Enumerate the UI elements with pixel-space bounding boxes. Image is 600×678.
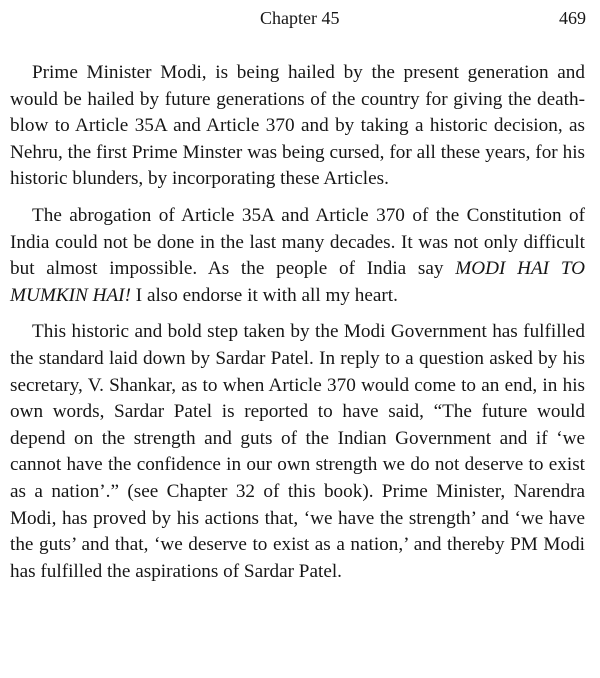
paragraph-3: This historic and bold step taken by the Modi Government has fulfilled the standard laid down by Sardar Patel. In reply to a question asked by his secretary, V. Shankar, as to when Article 370 would come to an end, in his own words, Sardar Patel is reported to have said, “The future would depend on the strength and guts of the Indian Government and if ‘we cannot have the confidence in our own strength we do not deserve to exist as a nation’.” (see Chapter 32 of this book). Prime Minister, Narendra Modi, has proved by his actions that, ‘we have the strength’ and ‘we have the guts’ and that, ‘we deserve to exist as a nation,’ and thereby PM Modi has fulfilled the aspirations of Sardar Patel. bbox=[10, 321, 585, 582]
paragraph-2 bbox=[10, 203, 585, 309]
running-head bbox=[0, 4, 600, 32]
page-number: 469 bbox=[559, 8, 586, 28]
paragraph-2-text-before: The abrogation of Article 35A and Article 370 of the Constitution of India could not be done in the last many decades. It was not only difficult but almost impossible. As the people of India say bbox=[10, 204, 585, 280]
chapter-title: Chapter 45 bbox=[260, 8, 340, 28]
body-text bbox=[10, 60, 585, 595]
paragraph-2-italic-slogan: MODI HAI TO MUMKIN HAI! bbox=[10, 258, 586, 306]
paragraph-2-text-after: I also endorse it with all my heart. bbox=[130, 284, 398, 306]
paragraph-1: Prime Minister Modi, is being hailed by the present generation and would be hailed by future generations of the country for giving the death-blow to Article 35A and Article 370 and by taking a historic decision, as Nehru, the first Prime Minster was being cursed, for all these years, for his historic blunders, by incorporating these Articles. bbox=[10, 62, 585, 190]
